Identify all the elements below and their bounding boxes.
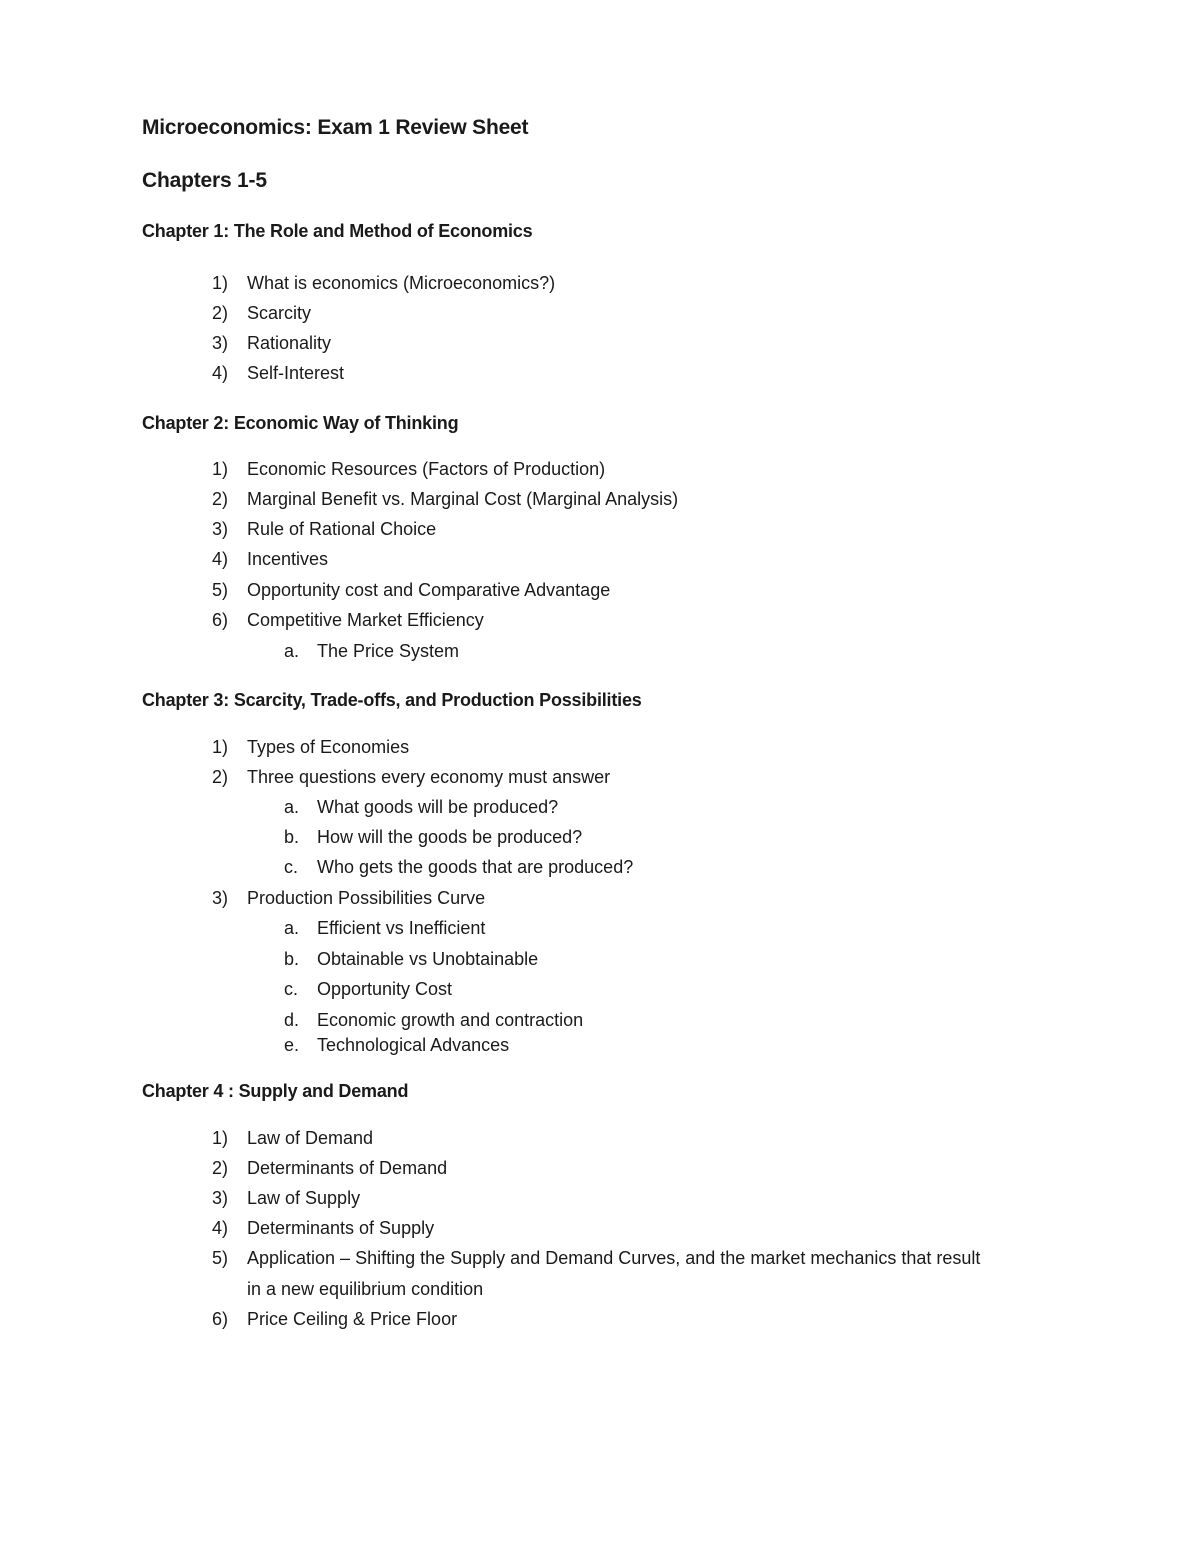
list-item-text: Application – Shifting the Supply and Demand Curves, and the market mechanics that result [247,1248,981,1268]
sub-list-item-text: The Price System [317,641,460,661]
list-item-text: Types of Economies [247,737,410,757]
list-item-text: Rationality [247,333,332,353]
sub-list-item-letter: a. [284,797,300,817]
list-item-text: Determinants of Demand [247,1158,448,1178]
list-item-text: Price Ceiling & Price Floor [247,1309,458,1329]
sub-list-item-letter: b. [284,949,300,969]
sub-list-item-text: Who gets the goods that are produced? [317,857,634,877]
list-item-number: 5) [212,580,229,600]
list-item-number: 2) [212,303,229,323]
sub-list-item-letter: a. [284,918,300,938]
sub-list-item-letter: e. [284,1035,300,1055]
list-item-text: Incentives [247,549,329,569]
list-item-text: Self-Interest [247,363,345,383]
list-item-number: 2) [212,489,229,509]
list-item-number: 3) [212,1188,229,1208]
list-item-number: 2) [212,1158,229,1178]
sub-list-item-letter: a. [284,641,300,661]
chapter-4-heading: Chapter 4 : Supply and Demand [142,1081,409,1101]
sub-list-item-letter: c. [284,979,299,999]
sub-list-item-text: Efficient vs Inefficient [317,918,486,938]
sub-list-item-letter: b. [284,827,300,847]
list-item-number: 6) [212,1309,229,1329]
chapter-3-heading: Chapter 3: Scarcity, Trade-offs, and Production Possibilities [142,690,642,710]
list-item-number: 6) [212,610,229,630]
list-item-text: Production Possibilities Curve [247,888,486,908]
list-item-number: 4) [212,363,229,383]
list-item-text: Determinants of Supply [247,1218,435,1238]
chapter-2-heading: Chapter 2: Economic Way of Thinking [142,413,459,433]
list-item-number: 3) [212,333,229,353]
list-item-text: Law of Demand [247,1128,374,1148]
list-item-number: 1) [212,1128,229,1148]
sub-list-item-text: Economic growth and contraction [317,1010,584,1030]
list-item-text: Rule of Rational Choice [247,519,437,539]
list-item-text: Marginal Benefit vs. Marginal Cost (Marginal Analysis) [247,489,679,509]
list-item-text: What is economics (Microeconomics?) [247,273,556,293]
list-item-number: 4) [212,1218,229,1238]
sub-list-item-text: How will the goods be produced? [317,827,583,847]
list-item-text: Opportunity cost and Comparative Advantage [247,580,611,600]
list-item-text: Law of Supply [247,1188,361,1208]
list-item-text: Three questions every economy must answer [247,767,611,787]
sub-list-item-text: What goods will be produced? [317,797,559,817]
list-item-number: 4) [212,549,229,569]
sub-list-item-text: Technological Advances [317,1035,510,1055]
list-item-text: in a new equilibrium condition [247,1279,484,1299]
sub-list-item-letter: c. [284,857,299,877]
list-item-text: Scarcity [247,303,312,323]
sub-list-item-text: Opportunity Cost [317,979,453,999]
sub-list-item-text: Obtainable vs Unobtainable [317,949,539,969]
list-item-number: 1) [212,459,229,479]
chapter-1-heading: Chapter 1: The Role and Method of Economics [142,221,533,241]
list-item-number: 3) [212,888,229,908]
list-item-number: 5) [212,1248,229,1268]
sub-list-item-letter: d. [284,1010,300,1030]
document-title: Microeconomics: Exam 1 Review Sheet [142,116,529,139]
document-subtitle: Chapters 1-5 [142,169,267,192]
list-item-text: Economic Resources (Factors of Production) [247,459,606,479]
list-item-number: 1) [212,737,229,757]
list-item-text: Competitive Market Efficiency [247,610,484,630]
list-item-number: 2) [212,767,229,787]
list-item-number: 3) [212,519,229,539]
list-item-number: 1) [212,273,229,293]
